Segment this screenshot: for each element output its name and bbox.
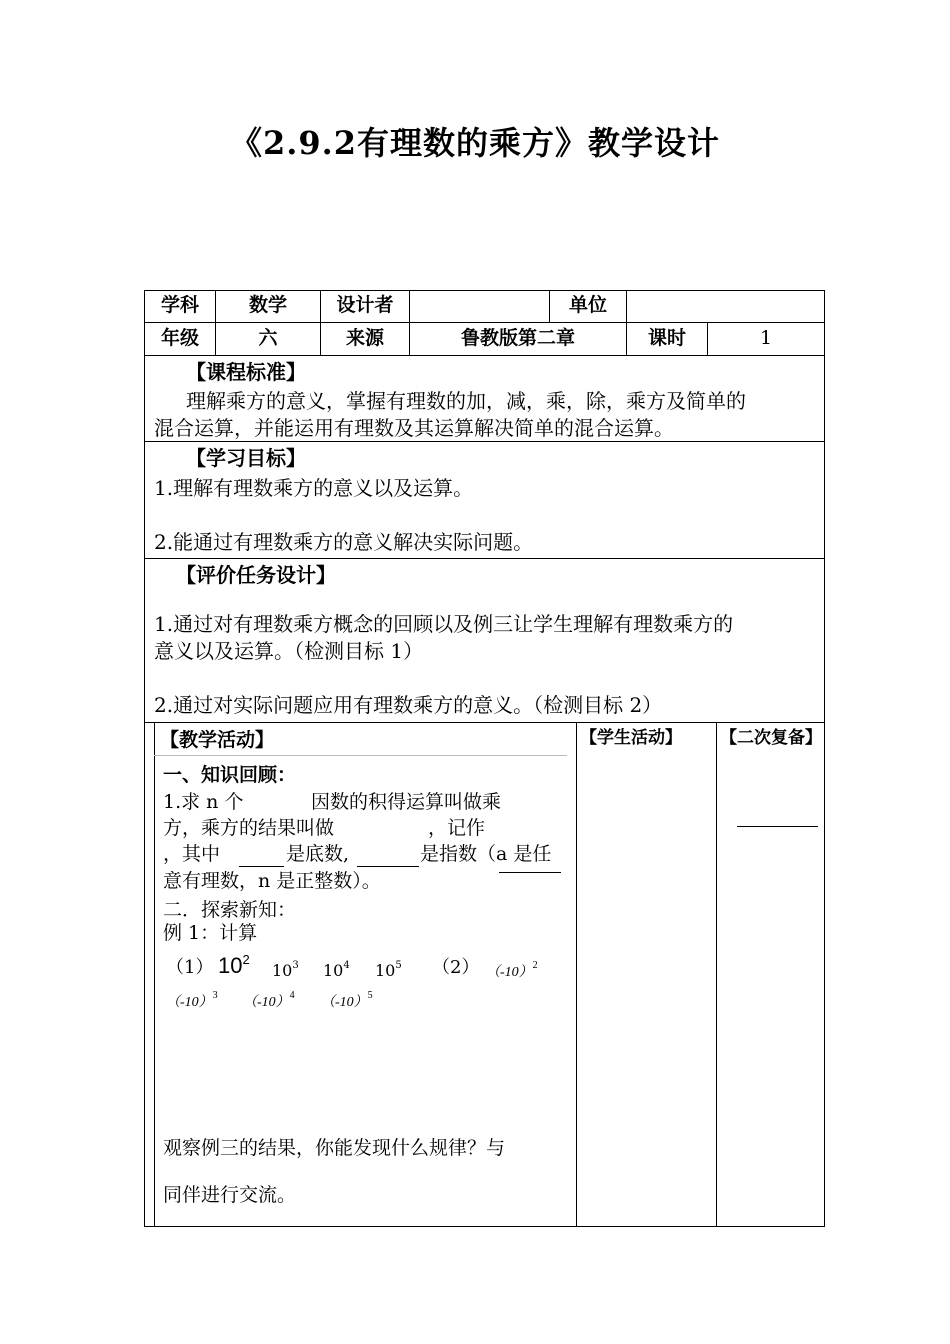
power-exponent: 3 bbox=[292, 960, 299, 971]
question-1-part-f: 是底数, bbox=[286, 843, 350, 865]
power-exponent: 2 bbox=[532, 960, 538, 971]
goals-heading: 【学习目标】 bbox=[186, 446, 306, 470]
power-neg10-4 bbox=[243, 985, 295, 1014]
power-10-3 bbox=[272, 955, 299, 982]
question-1-part-d: ，记作 bbox=[428, 817, 486, 839]
grade-value: 六 bbox=[258, 327, 278, 349]
power-exponent: 4 bbox=[343, 960, 350, 971]
unit-label: 单位 bbox=[568, 294, 607, 316]
standard-heading: 【课程标准】 bbox=[186, 360, 306, 384]
observe-line-2: 同伴进行交流。 bbox=[163, 1184, 297, 1206]
evaluation-item-1-line-2: 意义以及运算。（检测目标 1） bbox=[154, 639, 424, 663]
section-knowledge-review: 一、知识回顾： bbox=[163, 764, 297, 786]
subject-value: 数学 bbox=[248, 294, 287, 316]
blank-exponent bbox=[357, 866, 419, 867]
power-base: （-10） bbox=[243, 995, 290, 1010]
question-1-part-a: 1.求 n 个 bbox=[163, 791, 244, 813]
power-exponent: 2 bbox=[242, 952, 250, 967]
grade-label: 年级 bbox=[160, 327, 199, 349]
question-1-part-h: 意有理数，n 是正整数）。 bbox=[163, 870, 381, 892]
question-1-part-c: 方，乘方的结果叫做 bbox=[163, 817, 335, 839]
question-1-part-b: 因数的积得运算叫做乘 bbox=[311, 791, 502, 813]
power-exponent: 5 bbox=[367, 990, 373, 1001]
power-neg10-5 bbox=[321, 985, 373, 1014]
review-blank-line bbox=[737, 826, 818, 827]
power-exponent: 4 bbox=[289, 990, 295, 1001]
blank-base bbox=[239, 866, 284, 867]
student-activity-heading: 【学生活动】 bbox=[580, 728, 682, 748]
power-neg10-2 bbox=[486, 955, 538, 984]
question-1-part-e: ，其中 bbox=[163, 843, 221, 865]
part-2-label: （2） bbox=[432, 957, 480, 978]
goal-item-1: 1.理解有理数乘方的意义以及运算。 bbox=[154, 476, 474, 500]
evaluation-item-2: 2.通过对实际问题应用有理数乘方的意义。（检测目标 2） bbox=[154, 693, 663, 717]
second-review-heading: 【二次复备】 bbox=[720, 728, 822, 748]
power-10-5 bbox=[375, 955, 402, 982]
subject-label: 学科 bbox=[160, 294, 199, 316]
goal-item-2: 2.能通过有理数乘方的意义解决实际问题。 bbox=[154, 530, 534, 554]
example-1-label: 例 1：计算 bbox=[163, 922, 258, 944]
observe-line-1: 观察例三的结果，你能发现什么规律？与 bbox=[163, 1137, 506, 1159]
power-10-4 bbox=[323, 955, 350, 982]
power-base: （-10） bbox=[166, 995, 213, 1010]
power-exponent: 5 bbox=[395, 960, 402, 971]
standard-line-1: 理解乘方的意义，掌握有理数的加，减，乘，除，乘方及简单的 bbox=[186, 389, 746, 413]
evaluation-item-1-line-1: 1.通过对有理数乘方概念的回顾以及例三让学生理解有理数乘方的 bbox=[154, 612, 734, 636]
power-10-2 bbox=[218, 949, 250, 977]
designer-label: 设计者 bbox=[336, 294, 394, 316]
page-title: 《2.9.2有理数的乘方》教学设计 bbox=[229, 124, 721, 162]
power-base: 10 bbox=[218, 953, 243, 978]
power-base: 10 bbox=[272, 961, 293, 980]
source-label: 来源 bbox=[345, 327, 384, 349]
source-value: 鲁教版第二章 bbox=[460, 327, 575, 349]
hours-label: 课时 bbox=[647, 327, 686, 349]
power-base: 10 bbox=[323, 961, 344, 980]
power-base: （-10） bbox=[486, 965, 533, 980]
blank-notation bbox=[499, 872, 561, 873]
teaching-activity-heading: 【教学活动】 bbox=[160, 729, 275, 751]
question-1-part-g: 是指数（a 是任 bbox=[420, 843, 552, 865]
part-1-label: （1） bbox=[166, 957, 214, 978]
standard-line-2: 混合运算，并能运用有理数及其运算解决简单的混合运算。 bbox=[154, 416, 674, 440]
power-base: （-10） bbox=[321, 995, 368, 1010]
evaluation-heading: 【评价任务设计】 bbox=[176, 563, 336, 587]
section-explore: 二．探索新知： bbox=[163, 899, 297, 921]
power-base: 10 bbox=[375, 961, 396, 980]
hours-value: 1 bbox=[759, 327, 773, 349]
power-exponent: 3 bbox=[212, 990, 218, 1001]
power-neg10-3 bbox=[166, 985, 218, 1014]
